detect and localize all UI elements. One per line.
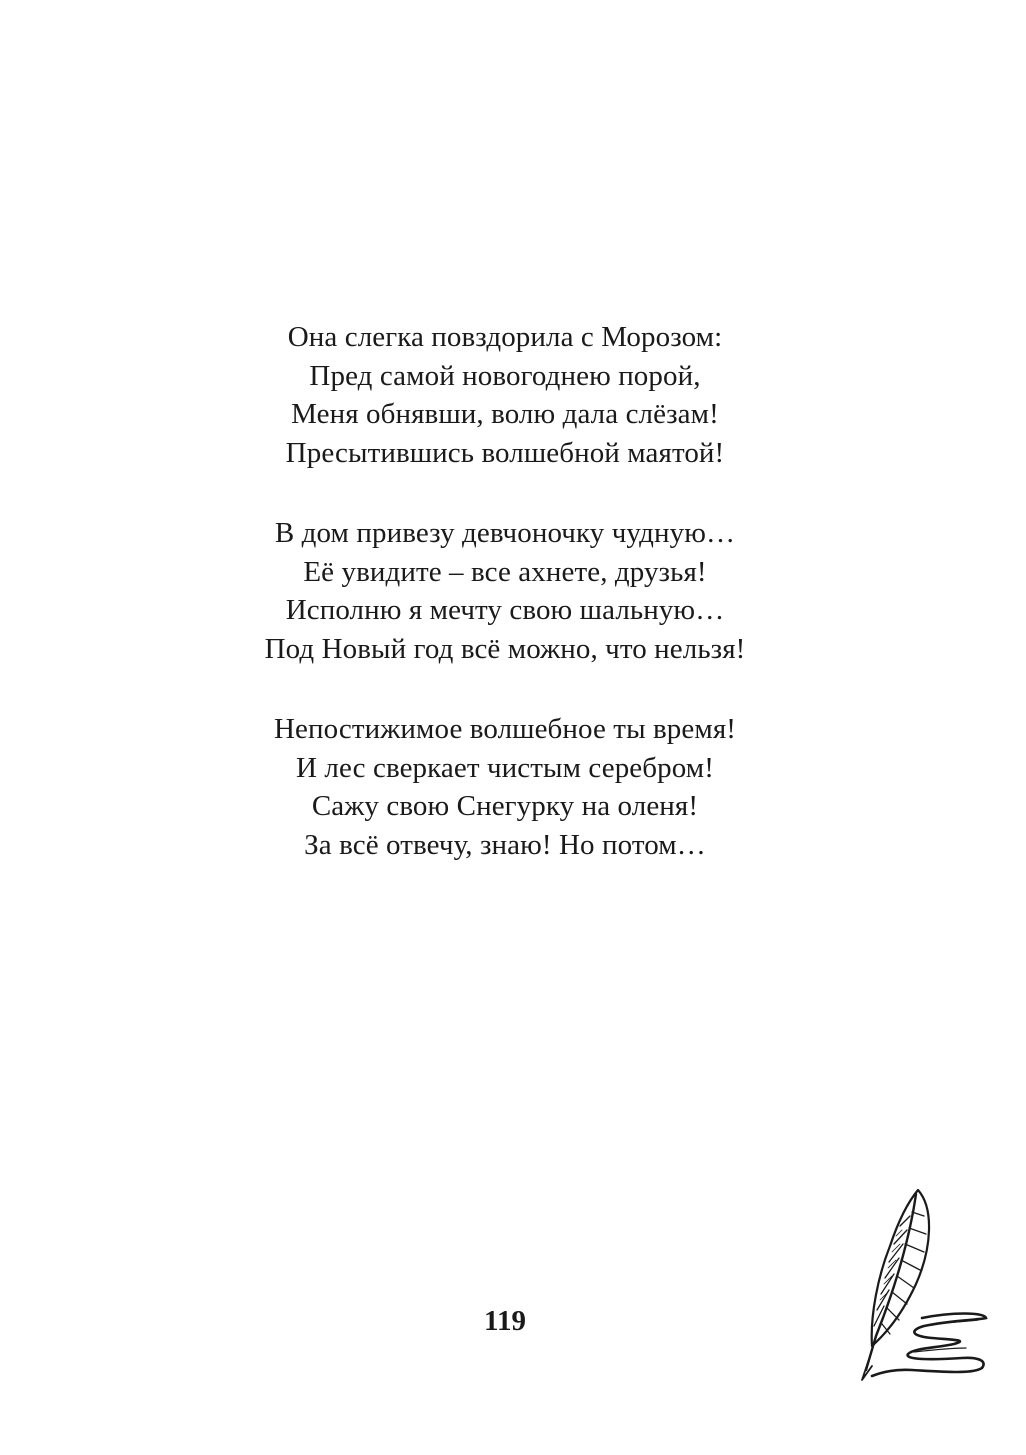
stanza-3 — [0, 710, 1010, 864]
poem-line: Непостижимое волшебное ты время! — [273, 713, 737, 745]
stanza-1 — [0, 318, 1010, 472]
poem-line: Сажу свою Снегурку на оленя! — [311, 790, 699, 822]
quill-pen-icon — [852, 1186, 994, 1382]
poem-line: Пресытившись волшебной маятой! — [285, 436, 725, 469]
poem-line: Исполню я мечту свою шальную… — [285, 594, 725, 626]
poem-line: За всё отвечу, знаю! Но потом… — [304, 828, 706, 861]
poem-line: Её увидите – все ахнете, друзья! — [303, 555, 707, 588]
poem-line: Пред самой новогоднею порой, — [309, 359, 701, 392]
page-number: 119 — [484, 1305, 526, 1337]
stanza-2 — [0, 514, 1010, 668]
poem — [0, 318, 1010, 906]
poem-line: В дом привезу девчоночку чудную… — [274, 517, 736, 549]
poem-line: Под Новый год всё можно, что нельзя! — [264, 632, 746, 665]
poem-line: И лес сверкает чистым серебром! — [296, 751, 714, 784]
poem-line: Она слегка повздорила с Морозом: — [287, 321, 723, 353]
poem-line: Меня обнявши, волю дала слёзам! — [291, 398, 719, 430]
